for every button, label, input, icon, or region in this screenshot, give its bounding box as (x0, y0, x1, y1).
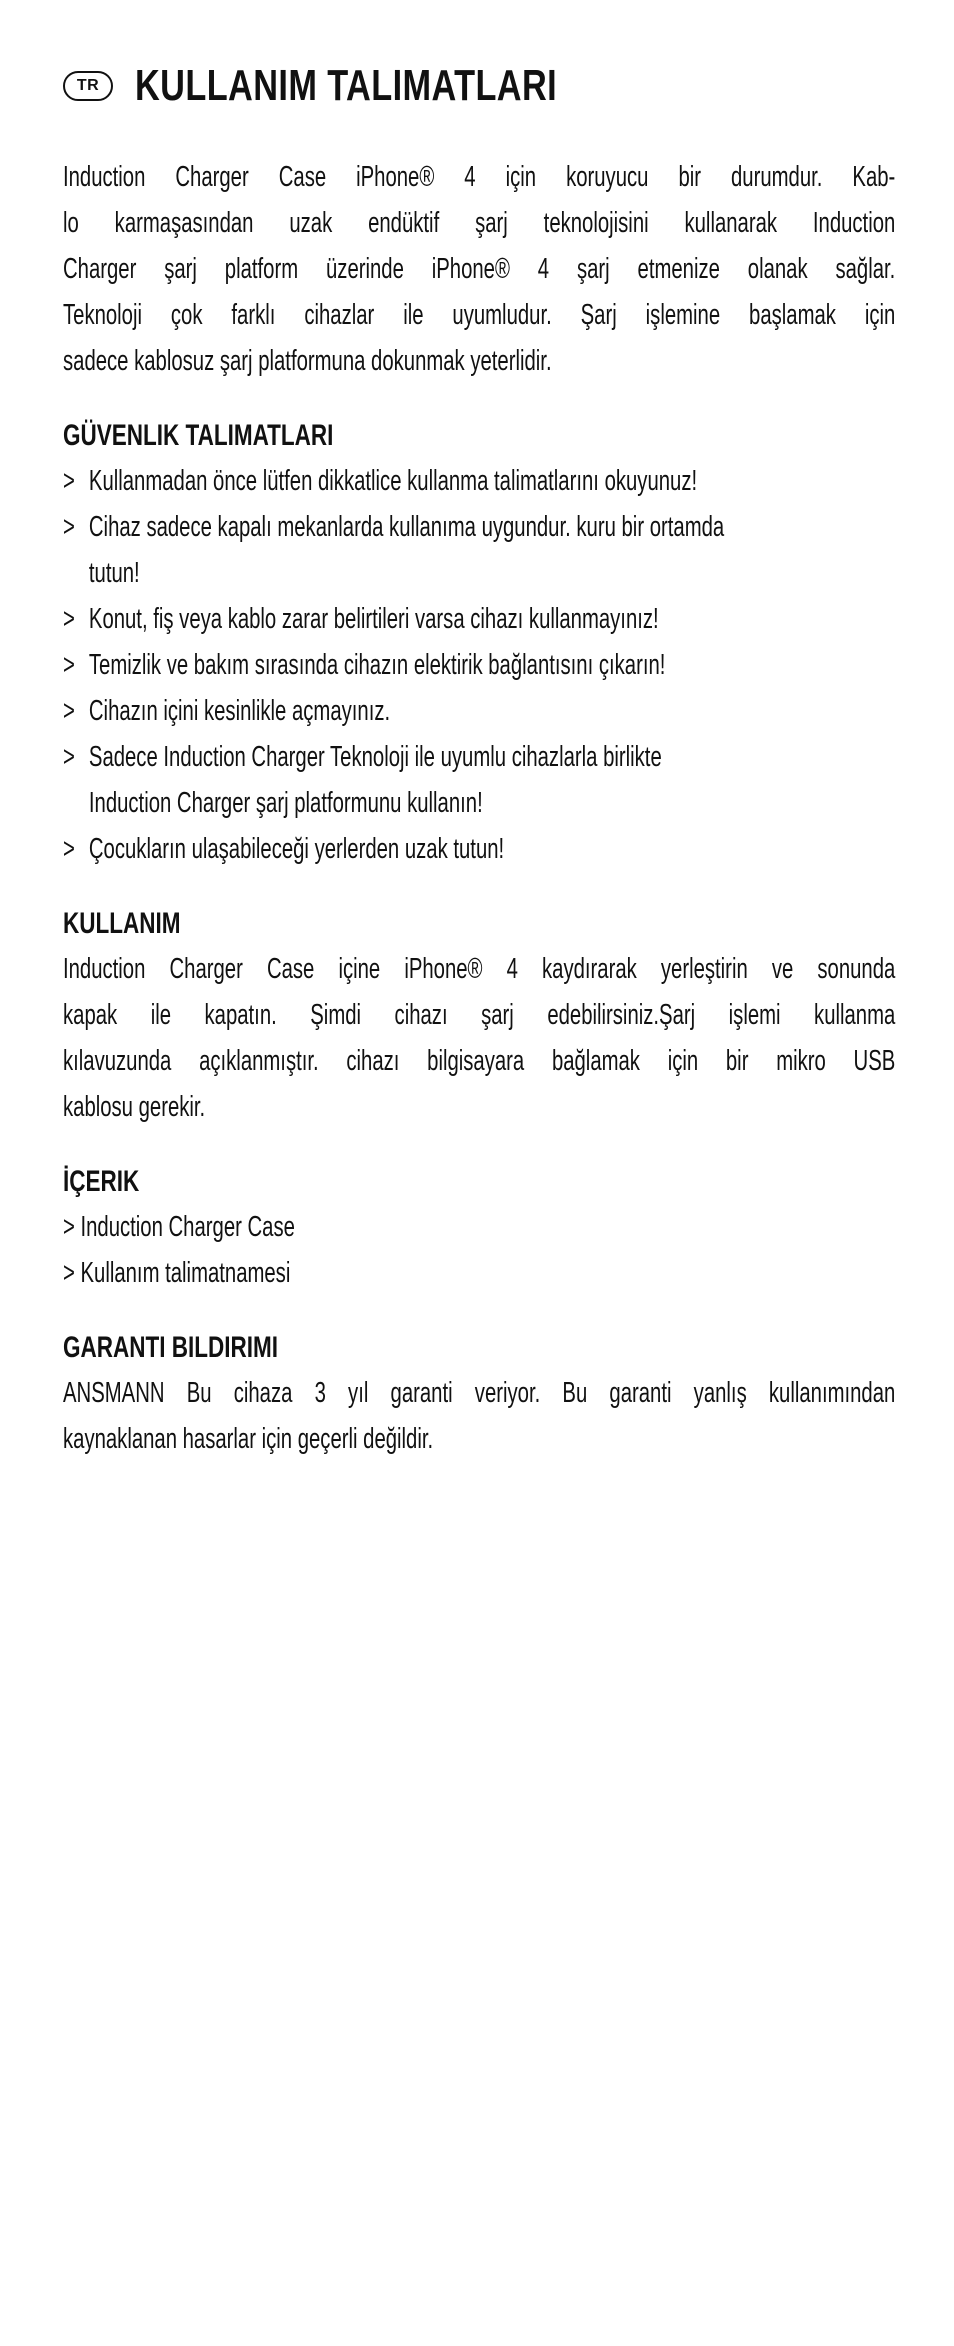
list-item (63, 458, 895, 504)
usage-line: kapak ile kapatın. Şimdi cihazı şarj edebilirsiniz.Şarj işlemi kullanma (63, 999, 896, 1031)
contents-section (63, 1160, 895, 1296)
intro-line: sadece kablosuz şarj platformuna dokunmak yeterlidir. (63, 345, 552, 377)
list-item (63, 504, 895, 596)
safety-item-text: Çocukların ulaşabileceği yerlerden uzak tutun! (88, 833, 505, 865)
list-item (63, 734, 895, 826)
intro-line: lo karmaşasından uzak endüktif şarj teknolojisini kullanarak Induction (63, 207, 896, 239)
contents-item-text: > Induction Charger Case (63, 1211, 295, 1243)
safety-item-text: Cihaz sadece kapalı mekanlarda kullanıma uygundur. kuru bir ortamda tutun! (88, 511, 725, 589)
safety-heading: GÜVENLIK TALIMATLARI (63, 419, 334, 452)
list-item (63, 642, 895, 688)
language-badge: TR (63, 71, 113, 101)
list-item (63, 826, 895, 872)
warranty-section (63, 1326, 895, 1462)
title-row (63, 56, 895, 116)
bullet-marker: > (63, 511, 75, 543)
safety-item-text: Kullanmadan önce lütfen dikkatlice kullanma talimatlarını okuyunuz! (88, 465, 698, 497)
contents-list (63, 1204, 895, 1296)
list-item (63, 688, 895, 734)
usage-line: kablosu gerekir. (63, 1091, 206, 1123)
usage-paragraph (63, 946, 895, 1130)
intro-line: Teknoloji çok farklı cihazlar ile uyumludur. Şarj işlemine başlamak için (63, 299, 896, 331)
intro-line: Charger şarj platform üzerinde iPhone® 4 şarj etmenize olanak sağlar. (63, 253, 896, 285)
usage-line: kılavuzunda açıklanmıştır. cihazı bilgisayara bağlamak için bir mikro USB (63, 1045, 896, 1077)
warranty-heading: GARANTI BILDIRIMI (63, 1331, 278, 1364)
intro-paragraph (63, 154, 895, 384)
bullet-marker: > (63, 741, 75, 773)
safety-section (63, 414, 895, 872)
usage-line: Induction Charger Case içine iPhone® 4 kaydırarak yerleştirin ve sonunda (63, 953, 896, 985)
bullet-marker: > (63, 465, 75, 497)
bullet-marker: > (63, 695, 75, 727)
page-title: KULLANIM TALIMATLARI (135, 61, 558, 110)
instruction-page (63, 56, 895, 1462)
list-item (63, 1204, 895, 1250)
usage-heading: KULLANIM (63, 907, 181, 940)
bullet-marker: > (63, 649, 75, 681)
bullet-marker: > (63, 603, 75, 635)
list-item (63, 1250, 895, 1296)
warranty-line: kaynaklanan hasarlar için geçerli değildir. (63, 1423, 434, 1455)
intro-line: Induction Charger Case iPhone® 4 için koruyucu bir durumdur. Kab- (63, 161, 896, 193)
safety-list (63, 458, 895, 872)
bullet-marker: > (63, 833, 75, 865)
safety-item-text: Temizlik ve bakım sırasında cihazın elektirik bağlantısını çıkarın! (88, 649, 666, 681)
warranty-line: ANSMANN Bu cihaza 3 yıl garanti veriyor. Bu garanti yanlış kullanımından (63, 1377, 896, 1409)
warranty-paragraph (63, 1370, 895, 1462)
usage-section (63, 902, 895, 1130)
safety-item-text: Konut, fiş veya kablo zarar belirtileri varsa cihazı kullanmayınız! (88, 603, 659, 635)
safety-item-text: Sadece Induction Charger Teknoloji ile uyumlu cihazlarla birlikte Induction Charger şarj platformunu kullanın! (88, 741, 662, 819)
safety-item-text: Cihazın içini kesinlikle açmayınız. (88, 695, 391, 727)
list-item (63, 596, 895, 642)
contents-item-text: > Kullanım talimatnamesi (63, 1257, 291, 1289)
contents-heading: İÇERIK (63, 1165, 140, 1198)
